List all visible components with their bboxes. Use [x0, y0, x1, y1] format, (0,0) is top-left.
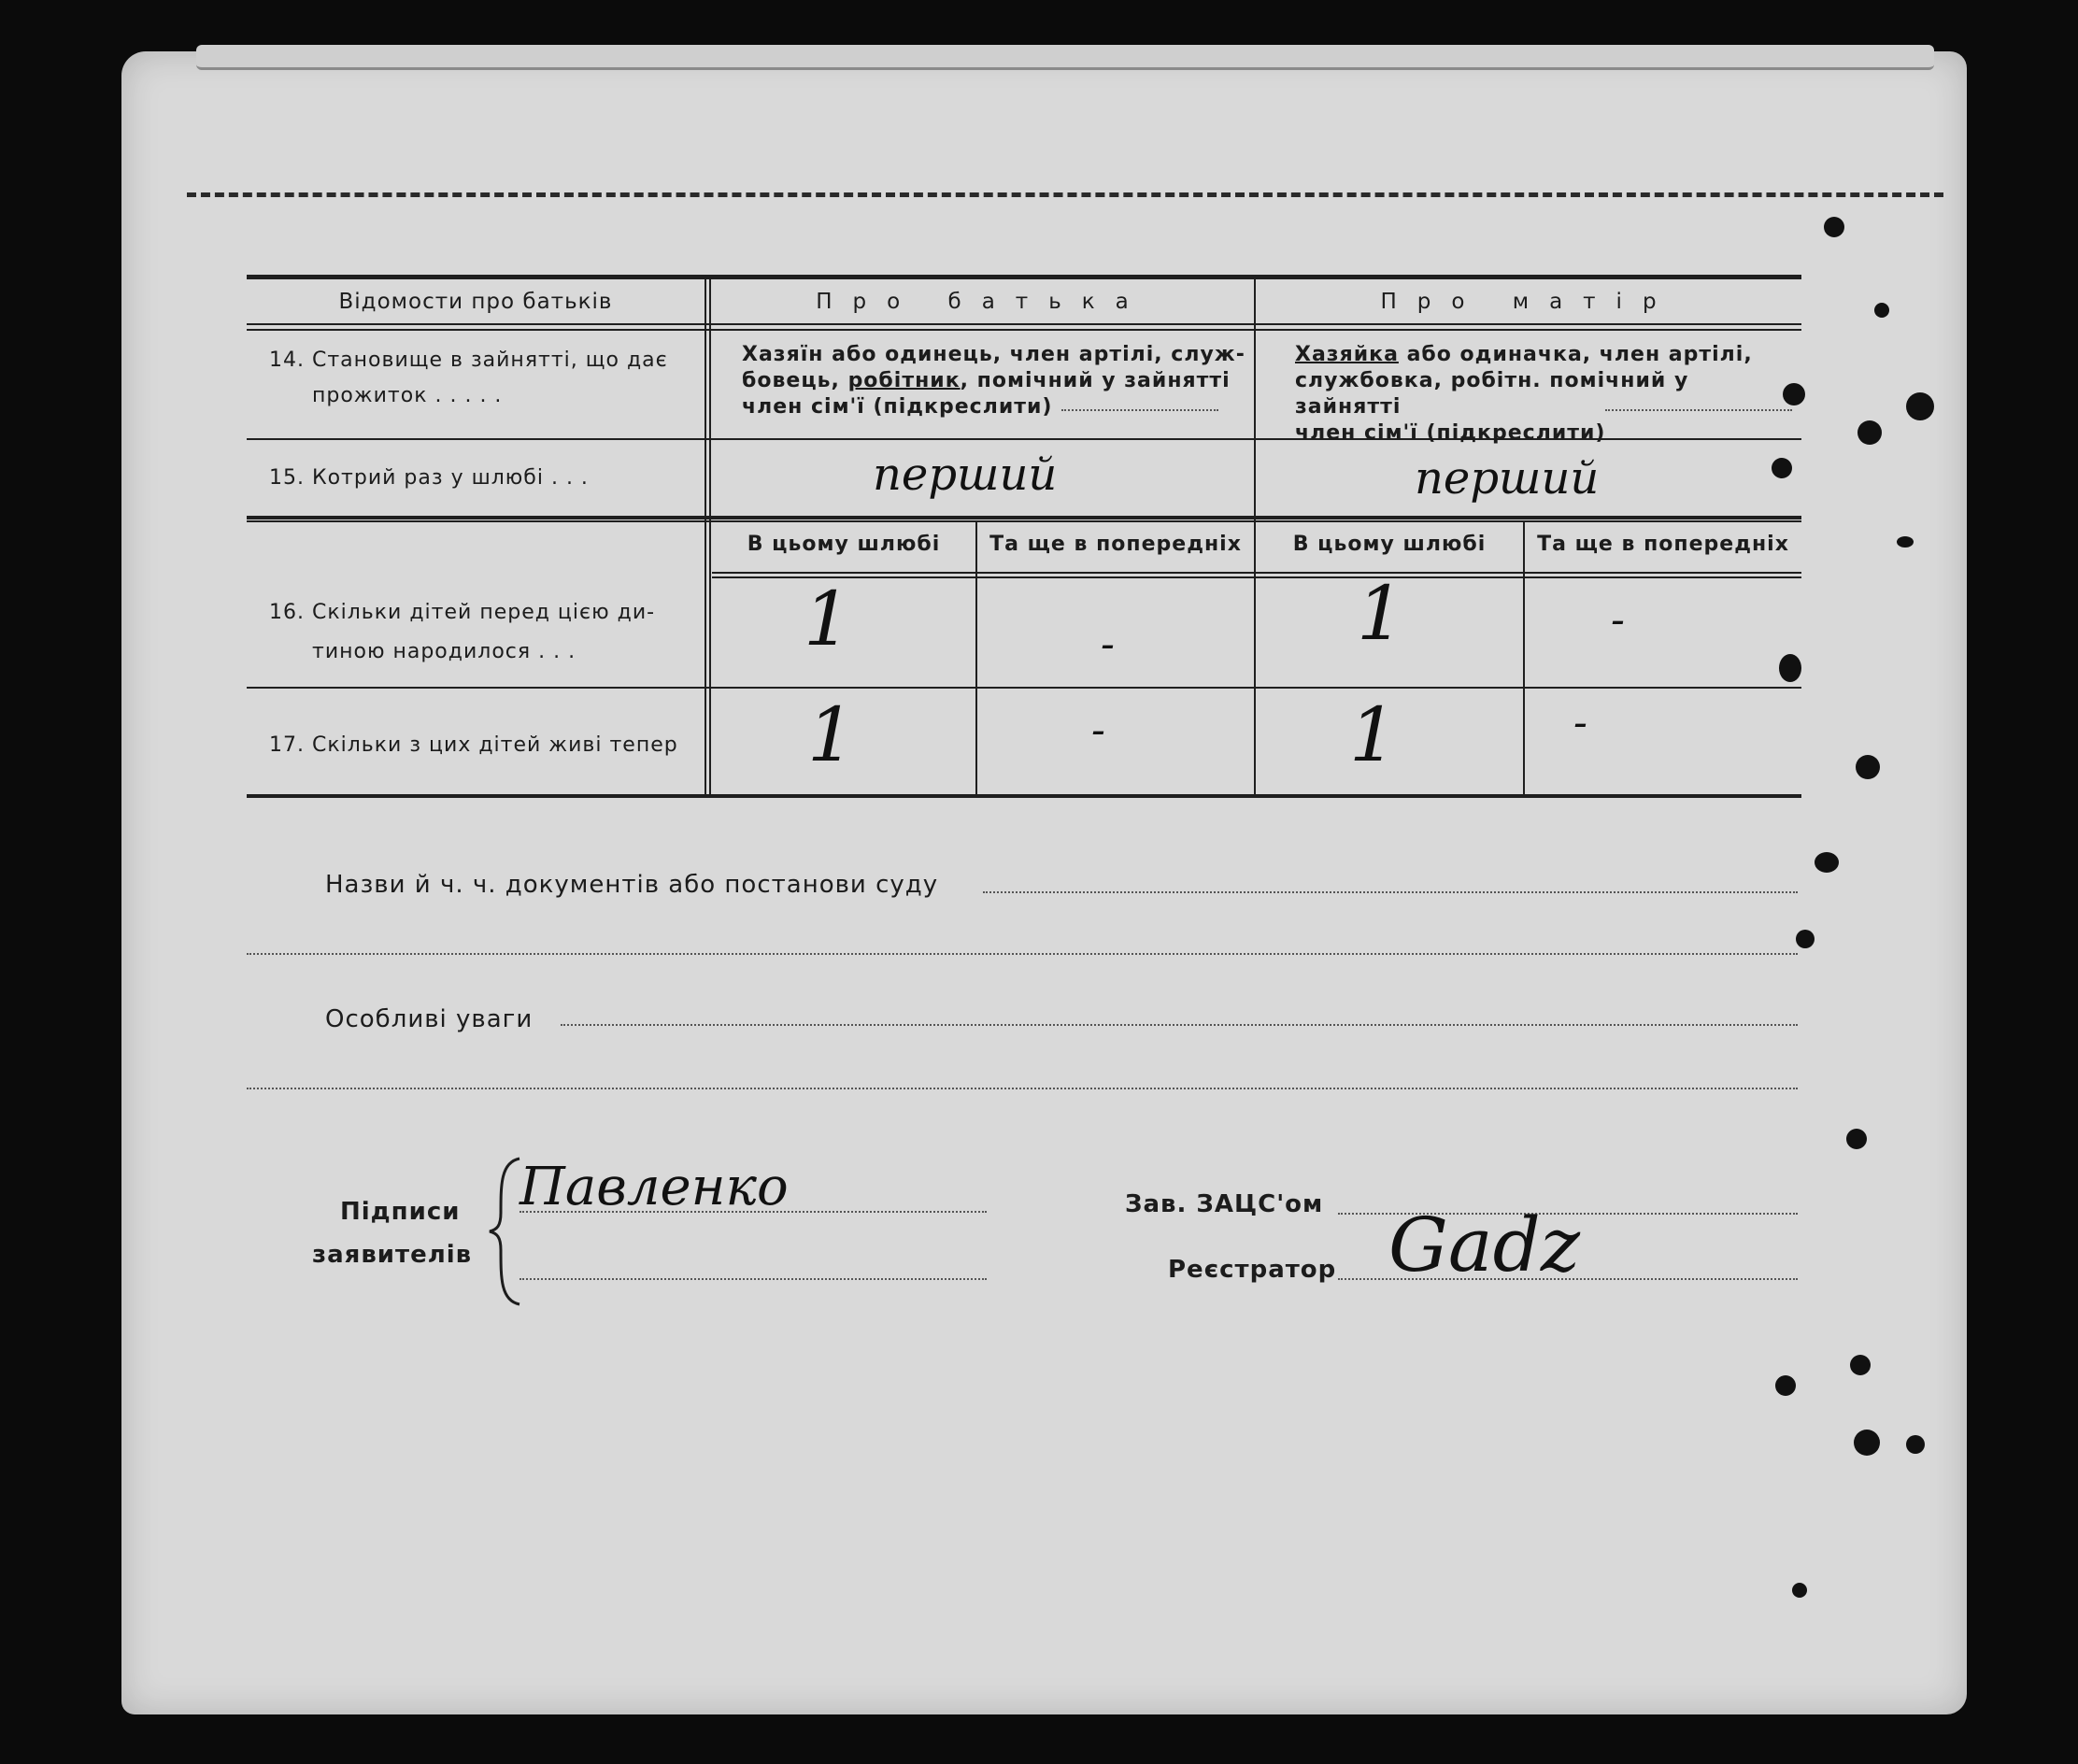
- row14-label-line1: 14. Становище в зайнятті, що дає: [269, 349, 668, 372]
- signatures-label-line1: Підписи: [340, 1198, 461, 1226]
- subheader-mother-previous: Та ще в попередніх: [1537, 533, 1789, 556]
- row16-mother-this-value: 1: [1357, 570, 1404, 657]
- subheader-father-this-marriage: В цьому шлюбі: [747, 533, 941, 556]
- documents-line-2: [247, 953, 1798, 955]
- perforation-line: [187, 192, 1943, 197]
- row15-mother-handwritten: перший: [1415, 452, 1600, 505]
- header-about-mother: Про матір: [1380, 290, 1677, 314]
- punch-hole: [1850, 1355, 1871, 1375]
- applicant-signature: Павленко: [520, 1157, 789, 1217]
- row16-father-prev-value: -: [1101, 620, 1115, 668]
- punch-hole: [1856, 755, 1880, 779]
- row14-label-line2: прожиток . . . . .: [312, 384, 503, 407]
- punch-hole: [1854, 1430, 1880, 1456]
- row16-father-this-value: 1: [804, 576, 851, 662]
- punch-hole: [1796, 930, 1815, 948]
- punch-hole: [1775, 1375, 1796, 1396]
- remarks-label: Особливі уваги: [325, 1005, 534, 1033]
- punch-hole: [1846, 1129, 1867, 1149]
- row14-father-line2-c: , помічний у зайнятті: [960, 369, 1231, 392]
- head-of-registry-label: Зав. ЗАЦС'ом: [1125, 1190, 1324, 1218]
- row15-father-handwritten: перший: [873, 448, 1058, 501]
- punch-hole: [1792, 1583, 1807, 1598]
- folded-top-edge: [196, 45, 1934, 70]
- row14-mother-line2: службовка, робітн. помічний у зайнятті: [1295, 369, 1689, 419]
- punch-hole: [1906, 392, 1934, 420]
- row14-mother-underlined: Хазяйка: [1295, 343, 1399, 366]
- row14-father-dots: [1061, 409, 1218, 411]
- row16-mother-prev-value: -: [1611, 596, 1625, 644]
- row14-mother-options: [1295, 342, 1800, 447]
- row17-father-prev-value: -: [1091, 706, 1105, 754]
- punch-hole: [1906, 1435, 1925, 1454]
- row17-mother-prev-value: -: [1573, 699, 1587, 747]
- row14-father-underlined: робітник: [847, 369, 961, 392]
- row14-father-line2-a: бовець,: [742, 369, 848, 392]
- punch-hole: [1824, 217, 1844, 237]
- row14-mother-line1-b: або одиначка, член артілі,: [1398, 343, 1753, 366]
- signatures-label-line2: заявителів: [312, 1241, 473, 1269]
- row14-mother-line1: [1295, 342, 1800, 368]
- parents-info-table: [247, 275, 1801, 798]
- row14-father-line2: [742, 368, 1246, 394]
- subheader-mother-this-marriage: В цьому шлюбі: [1292, 533, 1487, 556]
- row17-mother-this-value: 1: [1349, 691, 1397, 778]
- row16-label-line2: тиною народилося . . .: [312, 640, 576, 663]
- applicant-signature-line-2: [520, 1278, 987, 1280]
- header-about-father: Про батька: [816, 290, 1149, 314]
- registrar-label: Реєстратор: [1168, 1256, 1337, 1284]
- header-parents-info: Відомости про батьків: [338, 290, 613, 314]
- row14-mother-line3: член сім'ї (підкреслити): [1295, 421, 1606, 445]
- documents-line-1: [983, 891, 1798, 893]
- row14-label: [269, 348, 699, 409]
- row16-label: [269, 600, 699, 665]
- subheader-father-previous: Та ще в попередніх: [989, 533, 1242, 556]
- documents-label: Назви й ч. ч. документів або постанови суду: [325, 871, 939, 899]
- row16-label-line1: 16. Скільки дітей перед цією ди-: [269, 601, 656, 624]
- punch-hole: [1815, 852, 1839, 873]
- row14-father-line3: член сім'ї (підкреслити): [742, 395, 1053, 419]
- remarks-line-1: [561, 1024, 1798, 1026]
- row14-father-line1: Хазяїн або одинець, член артілі, служ-: [742, 343, 1245, 366]
- punch-hole: [1874, 303, 1889, 318]
- row15-label: 15. Котрий раз у шлюбі . . .: [269, 466, 589, 490]
- punch-hole: [1897, 536, 1914, 548]
- row14-mother-dots: [1605, 409, 1792, 411]
- punch-hole: [1857, 420, 1882, 445]
- row17-father-this-value: 1: [807, 691, 855, 778]
- remarks-line-2: [247, 1088, 1798, 1089]
- registrar-signature: Gadz: [1388, 1202, 1580, 1288]
- applicant-signature-line-1: [520, 1211, 987, 1213]
- row17-label: 17. Скільки з цих дітей живі тепер: [269, 733, 678, 757]
